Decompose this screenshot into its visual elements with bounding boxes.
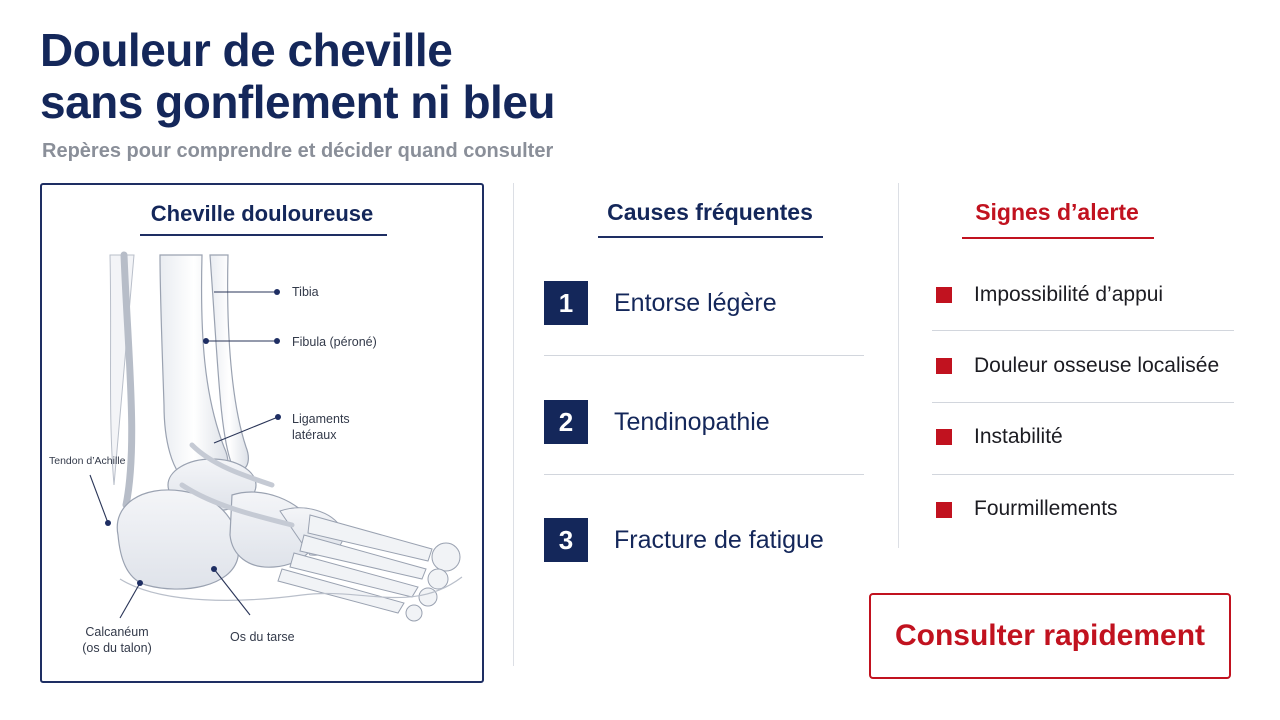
cause-number-1: 1: [544, 281, 588, 325]
cause-label-1: Entorse légère: [614, 289, 777, 317]
toe-1: [432, 543, 460, 571]
column-divider-1: [513, 183, 514, 666]
anatomy-heading: Cheville douloureuse: [150, 201, 374, 226]
causes-heading-underline: [598, 236, 823, 238]
cause-separator-2: [544, 474, 864, 475]
alert-label-2: Douleur osseuse localisée: [974, 354, 1220, 377]
anatomy-heading-underline: [140, 234, 387, 236]
label-ligaments-line-1: Ligaments: [292, 412, 350, 426]
cause-number-3: 3: [544, 518, 588, 562]
alerts-heading: Signes d’alerte: [975, 199, 1139, 225]
column-divider-2: [898, 183, 899, 548]
alert-separator-1: [932, 330, 1234, 331]
label-tibia: Tibia: [292, 285, 319, 299]
label-ligaments: [292, 411, 350, 443]
title-line-2: sans gonflement ni bleu: [40, 76, 556, 128]
toe-3: [419, 588, 437, 606]
label-ligaments-line-2: latéraux: [292, 428, 337, 442]
consult-button[interactable]: Consulter rapidement: [869, 593, 1231, 679]
cause-label-3: Fracture de fatigue: [614, 526, 824, 554]
alert-bullet-1: [936, 287, 952, 303]
label-calcaneum-line-2: (os du talon): [82, 641, 152, 655]
alert-bullet-4: [936, 502, 952, 518]
alert-bullet-3: [936, 429, 952, 445]
label-calcaneum-line-1: Calcanéum: [85, 625, 149, 639]
alert-bullet-2: [936, 358, 952, 374]
cause-label-2: Tendinopathie: [614, 408, 770, 436]
anatomy-panel: [40, 183, 484, 683]
label-calcaneum: [82, 624, 152, 656]
cause-number-2: 2: [544, 400, 588, 444]
causes-heading: Causes fréquentes: [607, 199, 813, 225]
alert-separator-3: [932, 474, 1234, 475]
toe-4: [406, 605, 422, 621]
label-fibula: Fibula (péroné): [292, 335, 377, 349]
ankle-illustration: [42, 185, 482, 681]
alert-label-3: Instabilité: [974, 425, 1063, 448]
page-subtitle: Repères pour comprendre et décider quand consulter: [42, 140, 554, 162]
page-title: [40, 24, 840, 128]
cause-separator-1: [544, 355, 864, 356]
alert-label-4: Fourmillements: [974, 497, 1118, 520]
alert-label-1: Impossibilité d’appui: [974, 283, 1164, 306]
title-line-1: Douleur de cheville: [40, 24, 453, 76]
alert-separator-2: [932, 402, 1234, 403]
label-tarse: Os du tarse: [230, 630, 295, 644]
alerts-heading-underline: [962, 237, 1154, 239]
label-achilles: Tendon d’Achille: [49, 455, 126, 467]
toe-2: [428, 569, 448, 589]
